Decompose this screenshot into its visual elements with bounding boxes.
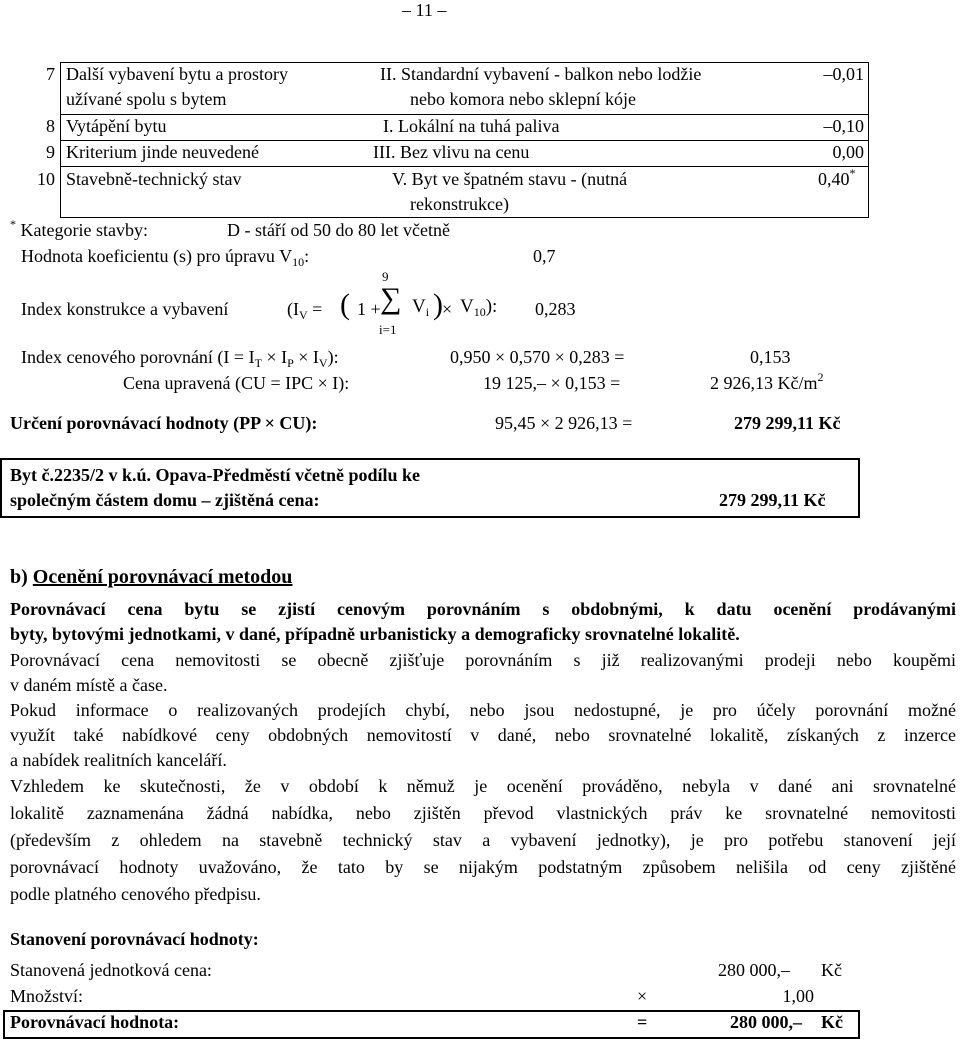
index-cp-expression: 0,950 × 0,570 × 0,283 = [450,347,625,367]
table-row-number: 7 [46,64,55,84]
table-row-coef: –0,01 [823,64,864,84]
comparative-value-result: 279 299,11 Kč [734,413,841,433]
adjusted-price-expression: 19 125,– × 0,153 = [483,373,621,393]
coefficient-label: Hodnota koeficientu (s) pro úpravu $V_{10}$: [21,246,310,269]
table-row-label: užívané spolu s bytem [66,89,227,109]
category-value: D - stáří od 50 do 80 let včetně [227,220,450,240]
table-row-coef: 0,00 [832,142,864,162]
index-cp-label: Index cenového porovnání $(I = I_T \times I_P \times I_V)$: [21,347,339,370]
table-row-value: III. Bez vlivu na cenu [373,142,530,162]
table-row-label: Stavebně-technický stav [66,169,242,189]
adjusted-price-label: Cena upravená (CU = IPC × I): [123,373,350,393]
section-heading: b) Ocenění porovnávací metodou [10,566,293,588]
comparative-value-expression: 95,45 × 2 926,13 = [495,413,633,433]
unit-price-value: 280 000,– [718,960,790,980]
page-number: – 11 – [402,0,447,20]
paragraph-4: Vzhledem ke skutečnosti, že v období k němuž je ocenění prováděno, nebyla v dané ani srovnatelné lokalitě zaznamenána žádná nabídka, nebo zjištěn převod vlastnických práv ke srovnatelné nemovitosti (především z ohledem na stavebně technický stav a vybavení jednotky), je pro potřebu stanovení její porovnávací hodnoty uvažováno, že tato by se nijakým podstatným způsobem nelišila od ceny zjištěné podle platného cenového předpisu. [10,776,956,904]
result-unit: Kč [821,1012,843,1032]
paragraph-3: Pokud informace o realizovaných prodejích chybí, nebo jsou nedostupné, je pro účely porovnání možné využít také nabídkové ceny obdobných nemovitostí v dané, nebo srovnatelné lokalitě, získaných z inzerce a nabídek realitních kanceláří. [10,700,956,770]
table-row-number: 9 [46,142,55,162]
table-row-coef: –0,10 [823,116,864,136]
table-row-label: Další vybavení bytu a prostory [66,64,288,84]
result-label: Porovnávací hodnota: [10,1012,180,1032]
paragraph-1: Porovnávací cena bytu se zjistí cenovým porovnáním s obdobnými, k datu ocenění prodávanými byty, bytovými jednotkami, v dané, případně urbanisticky a demograficky srovnatelné lokalitě. [10,599,956,644]
apartment-box-value: 279 299,11 Kč [719,490,826,510]
quantity-label: Množství: [10,986,84,1006]
table-row-value: II. Standardní vybavení - balkon nebo lodžie [380,64,702,84]
table-row-value: I. Lokální na tuhá paliva [383,116,560,136]
table-row-value: nebo komora nebo sklepní kóje [410,89,636,109]
adjusted-price-value: 2 926,13 $Kč/m^2$ [710,370,824,393]
comparative-value-label: Určení porovnávací hodnoty (PP × CU): [10,413,318,433]
table-row-number: 8 [46,116,55,136]
table-row-coef: 0,40* [818,166,856,189]
coefficient-value: 0,7 [533,246,556,266]
unit-price-label: Stanovená jednotková cena: [10,960,212,980]
table-row-label: Kriterium jinde neuvedené [66,142,259,162]
apartment-box-line2: společným částem domu – zjištěná cena: [10,490,320,510]
table-row-label: Vytápění bytu [66,116,167,136]
valuation-heading: Stanovení porovnávací hodnoty: [10,929,259,949]
unit-price-unit: Kč [821,960,842,980]
table-row-value: V. Byt ve špatném stavu - (nutná [392,169,628,189]
result-operator: = [637,1012,648,1032]
apartment-box-line1: Byt č.2235/2 v k.ú. Opava-Předměstí včetně podílu ke [10,465,420,485]
paragraph-2: Porovnávací cena nemovitosti se obecně zjišťuje porovnáním s již realizovanými prodeji nebo koupěmi v daném místě a čase. [10,650,956,695]
result-value: 280 000,– [730,1012,802,1032]
index-cp-value: 0,153 [750,347,791,367]
index-kv-value: 0,283 [535,299,576,319]
table-row-value: rekonstrukce) [410,194,509,214]
category-line: * Kategorie stavby: [10,217,148,240]
index-kv-label: Index konstrukce a vybavení [21,299,229,319]
quantity-operator: × [637,986,648,1006]
quantity-value: 1,00 [782,986,814,1006]
table-row-number: 10 [37,169,55,189]
